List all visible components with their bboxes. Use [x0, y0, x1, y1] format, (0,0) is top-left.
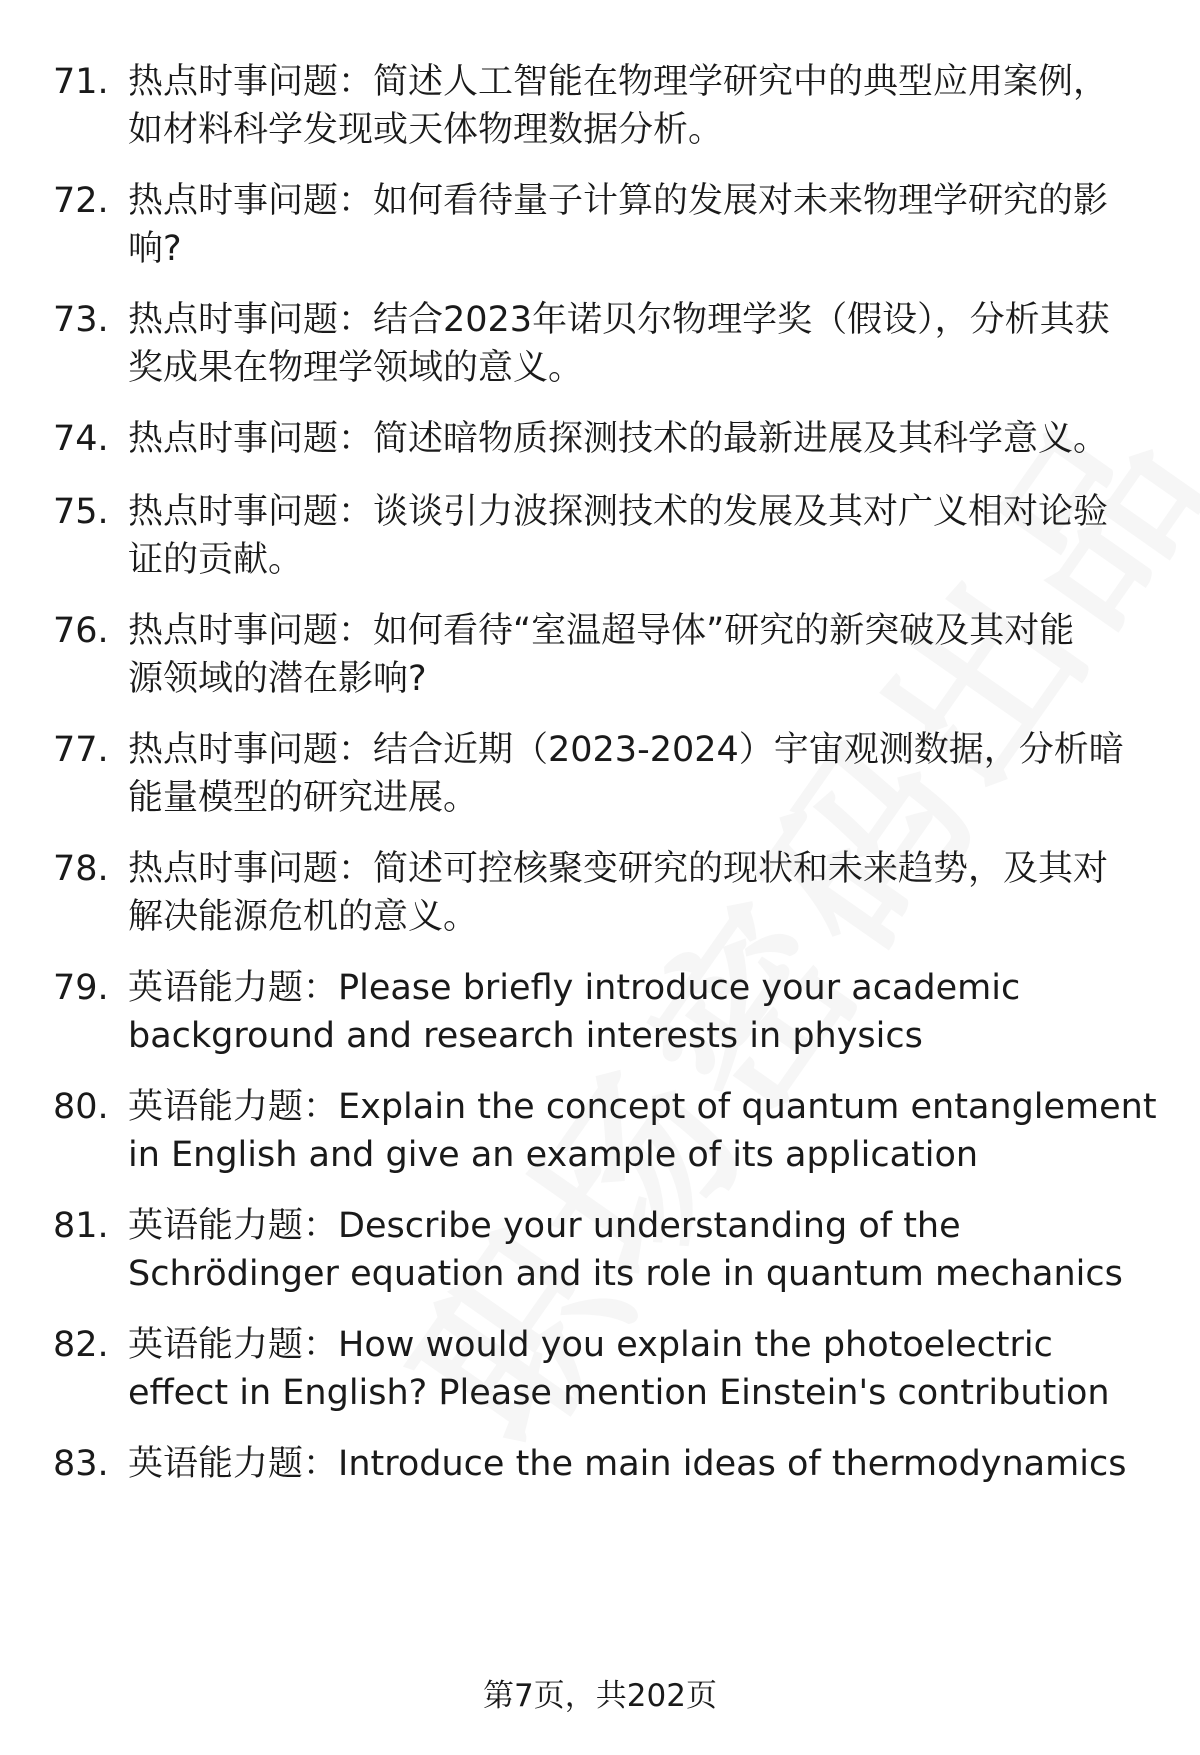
- question-line: effect in English? Please mention Einstein's contribution: [128, 1373, 1110, 1413]
- question-number: 81.: [53, 1206, 109, 1246]
- question-line: 证的贡献。: [128, 540, 304, 580]
- question-line: background and research interests in physics: [128, 1016, 923, 1056]
- question-text: [128, 726, 1158, 822]
- question-text: [128, 488, 1158, 584]
- question-text: [128, 1321, 1158, 1417]
- question-text: [128, 964, 1158, 1060]
- question-line: 热点时事问题：如何看待“室温超导体”研究的新突破及其对能: [128, 611, 1075, 651]
- question-number: 82.: [53, 1325, 109, 1365]
- question-number: 80.: [53, 1087, 109, 1127]
- question-text: [128, 845, 1158, 941]
- question-line: 能量模型的研究进展。: [128, 778, 479, 818]
- question-line: 奖成果在物理学领域的意义。: [128, 348, 584, 388]
- question-text: [128, 177, 1158, 273]
- question-number: 78.: [53, 849, 109, 889]
- question-number: 72.: [53, 181, 109, 221]
- question-line: 热点时事问题：简述人工智能在物理学研究中的典型应用案例，: [128, 62, 1109, 102]
- question-line: 响?: [128, 229, 182, 269]
- question-number: 73.: [53, 300, 109, 340]
- question-line: 源领域的潜在影响?: [128, 659, 427, 699]
- page-footer: 第7页，共202页: [483, 1678, 717, 1714]
- question-line: 热点时事问题：如何看待量子计算的发展对未来物理学研究的影: [128, 181, 1109, 221]
- question-number: 74.: [53, 419, 109, 459]
- question-line: 英语能力题：Explain the concept of quantum entanglement: [128, 1087, 1157, 1127]
- question-line: 解决能源危机的意义。: [128, 897, 479, 937]
- question-line: 热点时事问题：结合近期（2023-2024）宇宙观测数据，分析暗: [128, 730, 1124, 770]
- question-line: 英语能力题：How would you explain the photoelectric: [128, 1325, 1053, 1365]
- question-line: 热点时事问题：结合2023年诺贝尔物理学奖（假设），分析其获: [128, 300, 1110, 340]
- question-number: 83.: [53, 1444, 109, 1484]
- question-text: [128, 1440, 1158, 1488]
- question-line: in English and give an example of its application: [128, 1135, 979, 1175]
- question-line: 热点时事问题：简述暗物质探测技术的最新进展及其科学意义。: [128, 419, 1109, 459]
- question-text: [128, 1083, 1158, 1179]
- question-number: 76.: [53, 611, 109, 651]
- question-line: Schrödinger equation and its role in quantum mechanics: [128, 1254, 1123, 1294]
- question-text: [128, 415, 1158, 463]
- question-text: [128, 607, 1158, 703]
- question-text: [128, 296, 1158, 392]
- question-number: 77.: [53, 730, 109, 770]
- question-line: 英语能力题：Introduce the main ideas of thermodynamics: [128, 1444, 1127, 1484]
- question-number: 75.: [53, 492, 109, 532]
- question-text: [128, 1202, 1158, 1298]
- question-text: [128, 58, 1158, 154]
- question-number: 79.: [53, 968, 109, 1008]
- question-line: 英语能力题：Describe your understanding of the: [128, 1206, 961, 1246]
- question-line: 热点时事问题：简述可控核聚变研究的现状和未来趋势，及其对: [128, 849, 1109, 889]
- question-line: 英语能力题：Please briefly introduce your academic: [128, 968, 1021, 1008]
- question-number: 71.: [53, 62, 109, 102]
- question-line: 如材料科学发现或天体物理数据分析。: [128, 110, 724, 150]
- question-line: 热点时事问题：谈谈引力波探测技术的发展及其对广义相对论验: [128, 492, 1109, 532]
